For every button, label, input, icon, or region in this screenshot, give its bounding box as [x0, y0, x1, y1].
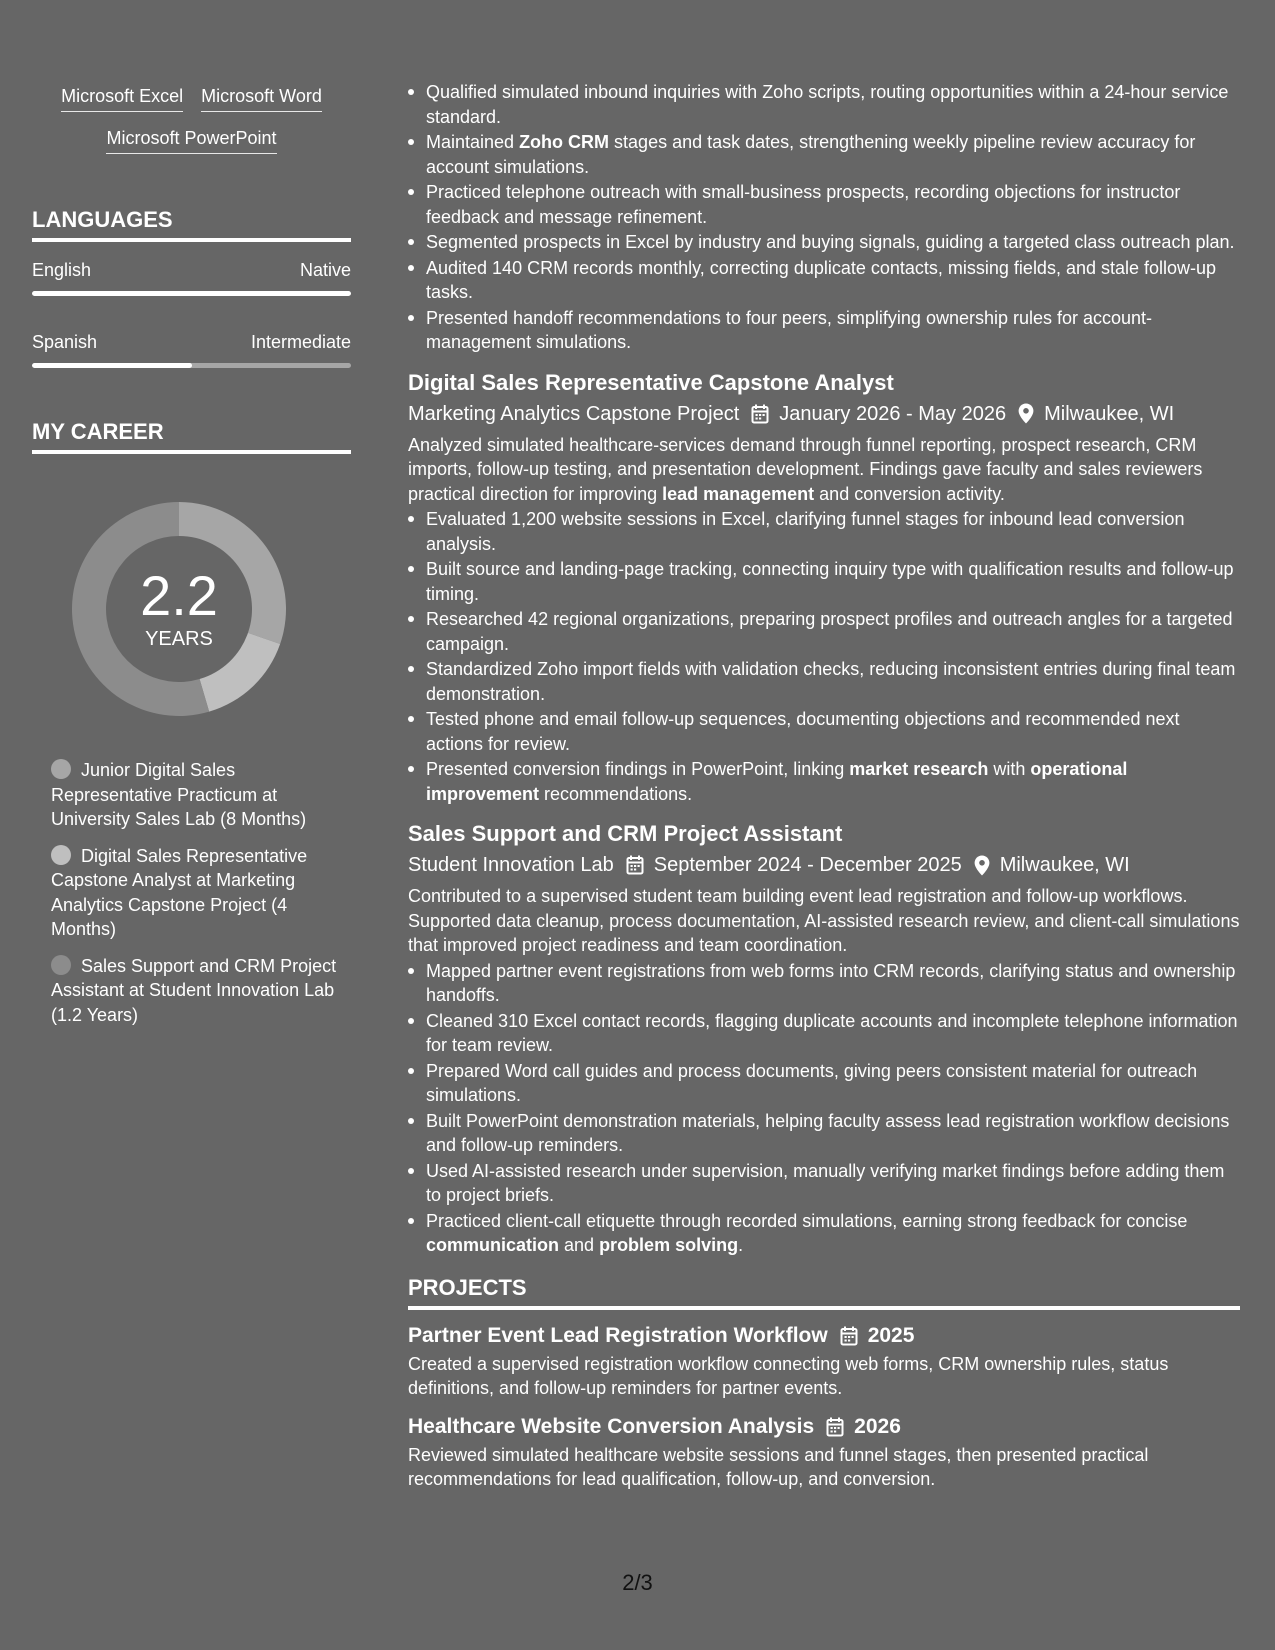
- skill-tag: Microsoft Word: [201, 84, 322, 112]
- project-description: Created a supervised registration workflow connecting web forms, CRM ownership rules, status definitions, and follow-up reminders for partner events.: [408, 1353, 1169, 1398]
- language-name: English: [32, 260, 92, 280]
- bullet-item: Prepared Word call guides and process documents, giving peers consistent material for outreach simulations.: [408, 1059, 1240, 1108]
- bullet-item: Maintained Zoho CRM stages and task dates, strengthening weekly pipeline review accuracy for account simulations.: [408, 130, 1240, 179]
- job-company: Student Innovation Lab: [408, 854, 614, 876]
- legend-dot-icon: [51, 955, 71, 975]
- job-title: Sales Support and CRM Project Assistant: [408, 821, 843, 846]
- legend-dot-icon: [51, 759, 71, 779]
- job-bullets: [408, 959, 1240, 1258]
- language-bar-fill: [32, 291, 351, 296]
- project-description: Reviewed simulated healthcare website sessions and funnel stages, then presented practical recommendations for lead qualification, follow-up, and conversion.: [408, 1444, 1149, 1489]
- job-entry: [408, 369, 1240, 807]
- job-meta: [408, 400, 1240, 428]
- career-total-value: 2.2: [140, 564, 218, 627]
- sidebar: [32, 84, 351, 1039]
- career-item: [51, 844, 337, 942]
- project-title: Partner Event Lead Registration Workflow: [408, 1323, 828, 1347]
- job-dates: September 2024 - December 2025: [653, 854, 962, 876]
- project-entry: [408, 1322, 1240, 1401]
- language-level: Intermediate: [250, 332, 351, 352]
- page-number: 2/3: [622, 1570, 653, 1595]
- location-pin-icon: [974, 855, 990, 876]
- bullet-item: Standardized Zoho import fields with validation checks, reducing inconsistent entries during final team demonstration.: [408, 657, 1240, 706]
- job-description: Analyzed simulated healthcare-services demand through funnel reporting, prospect research, CRM imports, follow-up testing, and presentation development. Findings gave faculty and sales reviewers practical direction for improving lead management and conversion activity.: [408, 434, 1203, 504]
- languages-heading: LANGUAGES: [32, 206, 351, 242]
- project-title: Healthcare Website Conversion Analysis: [408, 1414, 815, 1438]
- bullet-item: Cleaned 310 Excel contact records, flagging duplicate accounts and incomplete telephone information for team review.: [408, 1009, 1240, 1058]
- bullet-item: Evaluated 1,200 website sessions in Excel, clarifying funnel stages for inbound lead conversion analysis.: [408, 507, 1240, 556]
- career-heading: MY CAREER: [32, 418, 351, 454]
- job-meta: [408, 851, 1240, 879]
- bullet-item: Used AI-assisted research under supervision, manually verifying market findings before adding them to project briefs.: [408, 1159, 1240, 1208]
- job-bullets: [408, 507, 1240, 806]
- job-location: Milwaukee, WI: [999, 854, 1130, 876]
- projects-heading: PROJECTS: [408, 1274, 1240, 1310]
- career-item-text: Junior Digital Sales Representative Practicum at University Sales Lab (8 Months): [51, 760, 307, 829]
- job-location: Milwaukee, WI: [1044, 402, 1175, 425]
- bullet-item: Presented handoff recommendations to four peers, simplifying ownership rules for account-management simulations.: [408, 306, 1240, 355]
- skill-tag: Microsoft Excel: [61, 84, 183, 112]
- career-donut-chart: [66, 496, 292, 722]
- bullet-item: Built PowerPoint demonstration materials, helping faculty assess lead registration workflow decisions and follow-up reminders.: [408, 1109, 1240, 1158]
- language-name: Spanish: [32, 332, 98, 352]
- location-pin-icon: [1018, 403, 1034, 424]
- job-description: Contributed to a supervised student team building event lead registration and follow-up workflows. Supported data cleanup, process documentation, AI-assisted research review, and client-call simulations that improved project readiness and team coordination.: [408, 886, 1240, 955]
- career-item: [51, 954, 337, 1028]
- language-bar: [32, 291, 351, 296]
- language-level: Native: [299, 260, 351, 280]
- skill-tag: Microsoft PowerPoint: [106, 126, 276, 154]
- bullet-item: Presented conversion findings in PowerPoint, linking market research with operational improvement recommendations.: [408, 757, 1240, 806]
- bullet-item: Built source and landing-page tracking, connecting inquiry type with qualification results and follow-up timing.: [408, 557, 1240, 606]
- language-item: [32, 258, 351, 296]
- calendar-icon: [626, 855, 644, 875]
- project-year: 2026: [854, 1414, 901, 1438]
- bullet-item: Practiced client-call etiquette through recorded simulations, earning strong feedback for concise communication and problem solving.: [408, 1209, 1240, 1258]
- calendar-icon: [751, 404, 769, 424]
- skills-list: [32, 84, 351, 154]
- bullet-item: Practiced telephone outreach with small-business prospects, recording objections for instructor feedback and message refinement.: [408, 180, 1240, 229]
- bullet-item: Tested phone and email follow-up sequences, documenting objections and recommended next actions for review.: [408, 707, 1240, 756]
- calendar-icon: [826, 1417, 844, 1437]
- bullet-item: Audited 140 CRM records monthly, correcting duplicate contacts, missing fields, and stale follow-up tasks.: [408, 256, 1240, 305]
- job-title: Digital Sales Representative Capstone Analyst: [408, 369, 894, 395]
- job-company: Marketing Analytics Capstone Project: [408, 402, 740, 425]
- languages-list: [32, 258, 351, 368]
- main-column: [408, 80, 1240, 1492]
- career-total-unit: YEARS: [145, 628, 213, 650]
- bullet-item: Researched 42 regional organizations, preparing prospect profiles and outreach angles for a targeted campaign.: [408, 607, 1240, 656]
- bullet-item: Qualified simulated inbound inquiries with Zoho scripts, routing opportunities within a 24-hour service standard.: [408, 80, 1240, 129]
- continued-bullets: [408, 80, 1240, 355]
- language-bar: [32, 363, 351, 368]
- job-entry: [408, 820, 1240, 1258]
- job-dates: January 2026 - May 2026: [779, 402, 1007, 425]
- bullet-item: Mapped partner event registrations from web forms into CRM records, clarifying status and ownership handoffs.: [408, 959, 1240, 1008]
- language-bar-fill: [32, 363, 192, 368]
- project-entry: [408, 1413, 1240, 1492]
- career-item-text: Digital Sales Representative Capstone Analyst at Marketing Analytics Capstone Project (4 Months): [51, 845, 308, 939]
- calendar-icon: [840, 1326, 858, 1346]
- career-item: [51, 758, 337, 832]
- legend-dot-icon: [51, 845, 71, 865]
- bullet-item: Segmented prospects in Excel by industry and buying signals, guiding a targeted class outreach plan.: [408, 230, 1240, 255]
- language-item: [32, 330, 351, 368]
- career-list: [32, 758, 351, 1027]
- career-item-text: Sales Support and CRM Project Assistant at Student Innovation Lab (1.2 Years): [51, 955, 337, 1025]
- project-year: 2025: [867, 1323, 915, 1347]
